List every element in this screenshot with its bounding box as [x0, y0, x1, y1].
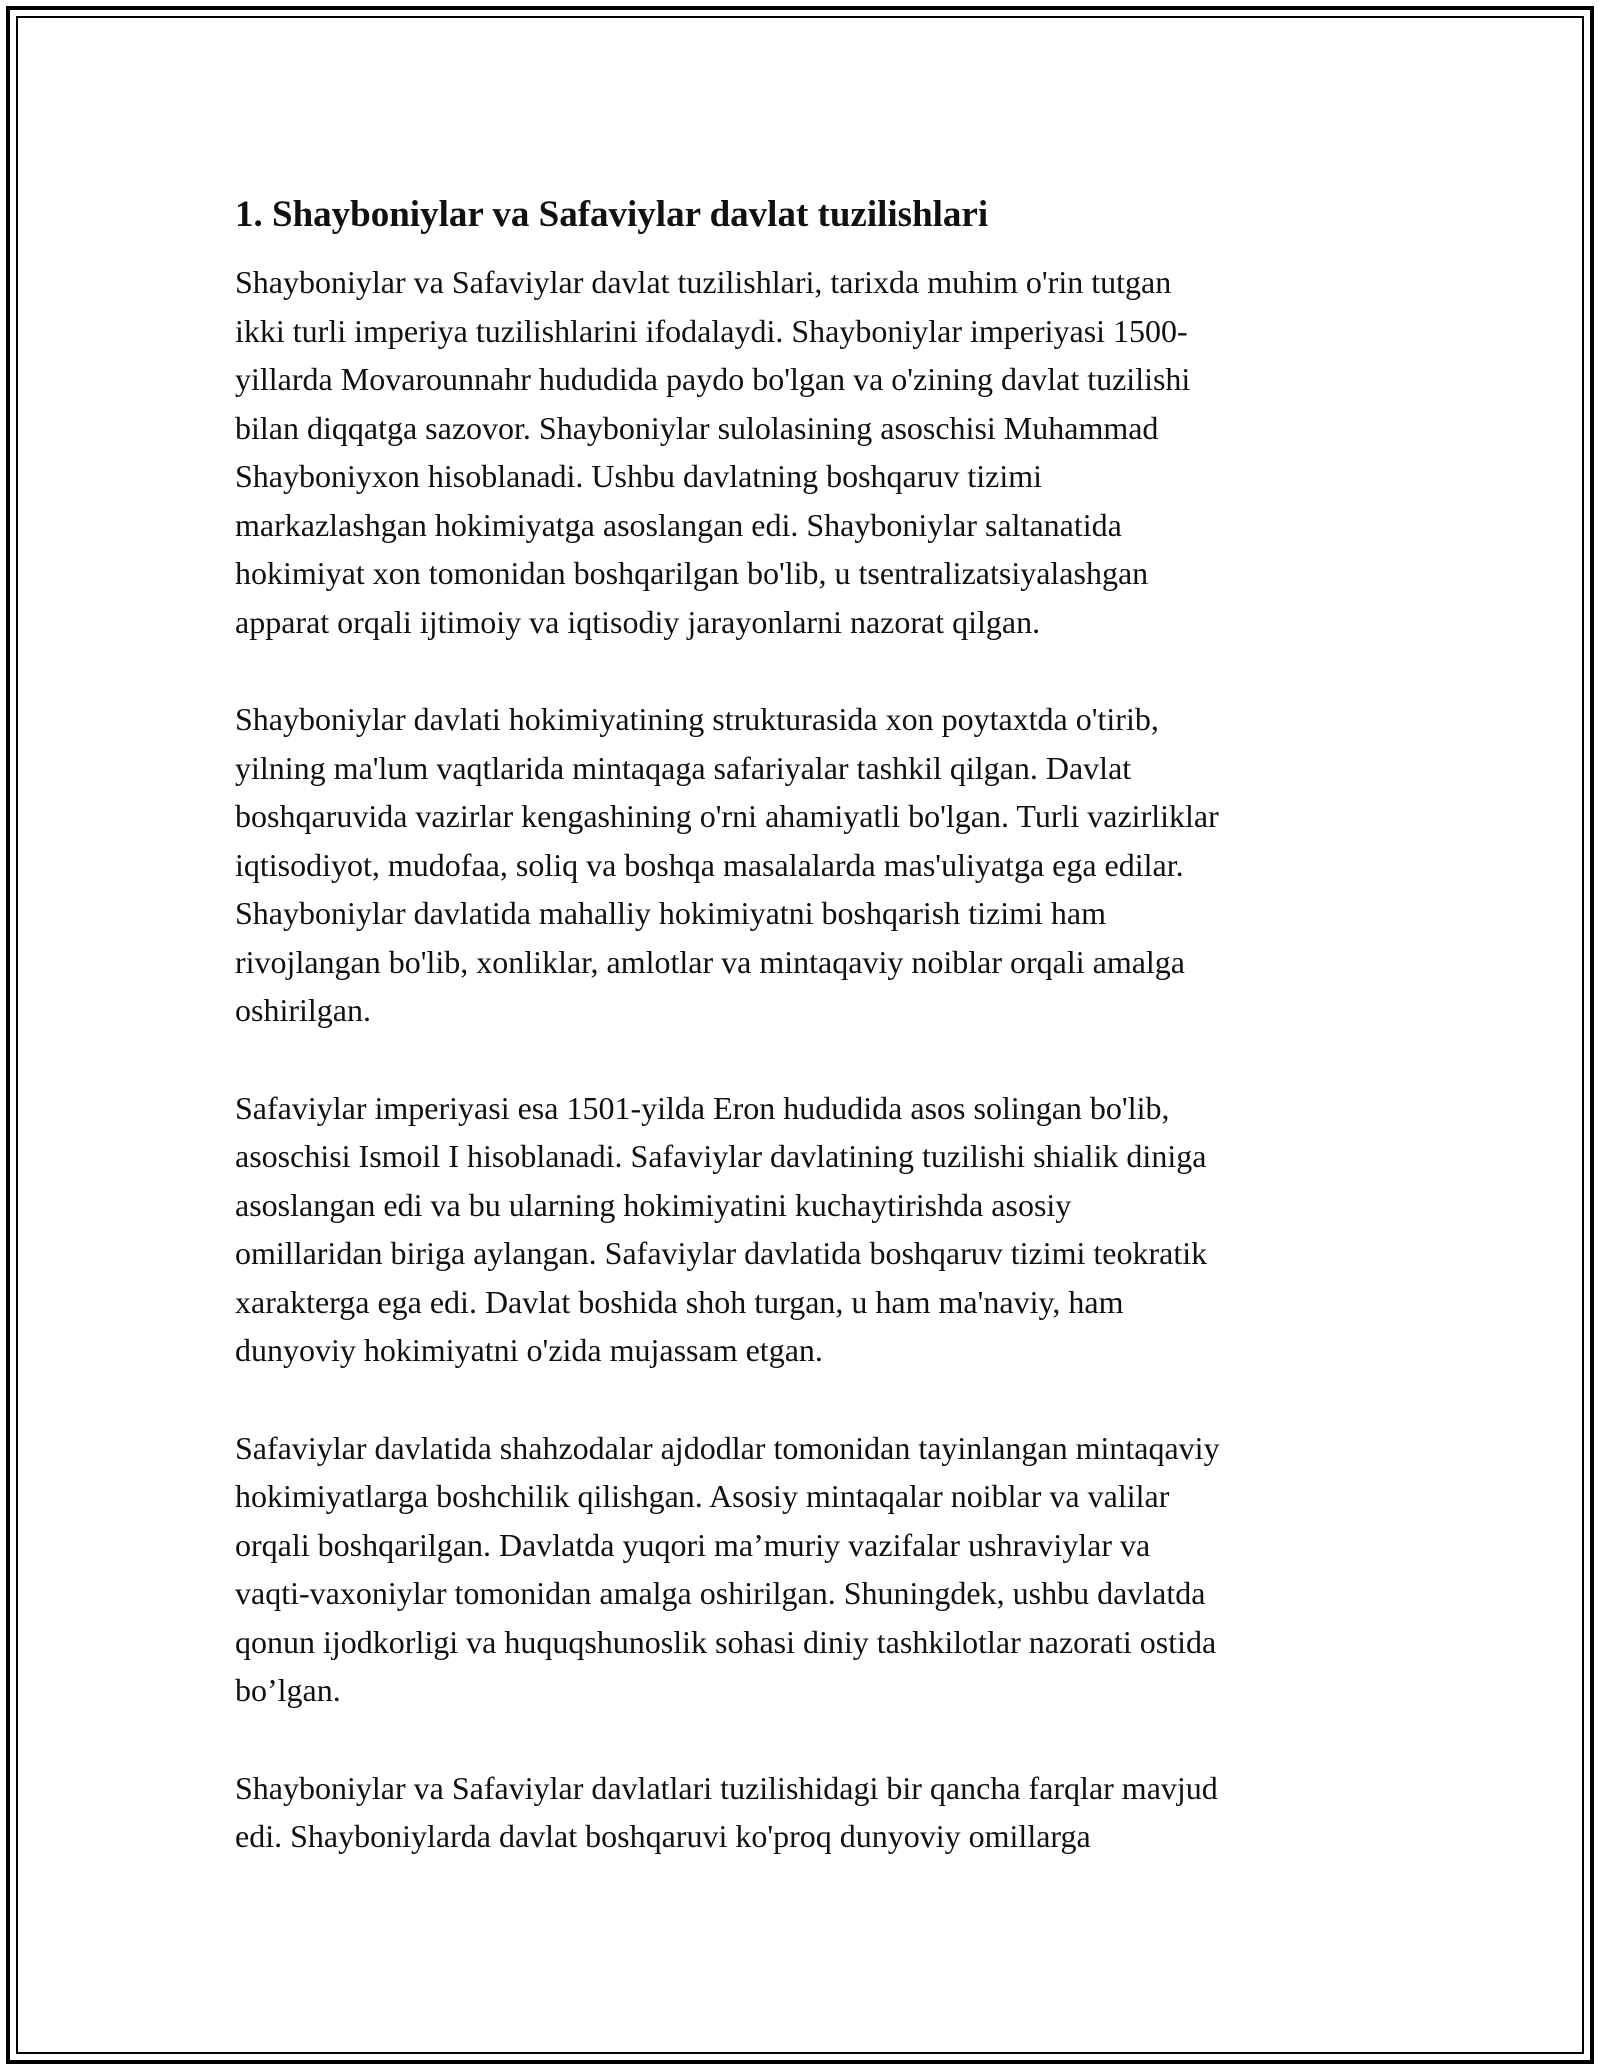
section-heading: 1. Shayboniylar va Safaviylar davlat tuzilishlari [235, 194, 989, 235]
paragraph-5: Shayboniylar va Safaviylar davlatlari tuzilishidagi bir qancha farqlar mavjud edi. Shayboniylarda davlat boshqaruvi ko'proq dunyoviy omillarga [235, 1769, 1218, 1854]
paragraph-1: Shayboniylar va Safaviylar davlat tuzilishlari, tarixda muhim o'rin tutgan ikki turli imperiya tuzilishlarini ifodalaydi. Shayboniylar imperiyasi 1500- yillarda Movarounnahr hududida paydo bo'lgan va o'zining davlat tuzilishi bilan diqqatga sazovor. Shayboniylar sulolasining asoschisi Muhammad Shayboniyxon hisoblanadi. Ushbu davlatning boshqaruv tizimi markazlashgan hokimiyatga asoslangan edi. Shayboniylar saltanatida hokimiyat xon tomonidan boshqarilgan bo'lib, u tsentralizatsiyalashgan apparat orqali ijtimoiy va iqtisodiy jarayonlarni nazorat qilgan. [235, 264, 1191, 640]
document-body [235, 190, 1375, 1910]
paragraph-3: Safaviylar imperiyasi esa 1501-yilda Eron hududida asos solingan bo'lib, asoschisi Ismoil I hisoblanadi. Safaviylar davlatining tuzilishi shialik diniga asoslangan edi va bu ularning hokimiyatini kuchaytirishda asosiy omillaridan biriga aylangan. Safaviylar davlatida boshqaruv tizimi teokratik xarakterga ega edi. Davlat boshida shoh turgan, u ham ma'naviy, ham dunyoviy hokimiyatni o'zida mujassam etgan. [235, 1089, 1208, 1368]
paragraph-2: Shayboniylar davlati hokimiyatining strukturasida xon poytaxtda o'tirib, yilning ma'lum vaqtlarida mintaqaga safariyalar tashkil qilgan. Davlat boshqaruvida vazirlar kengashining o'rni ahamiyatli bo'lgan. Turli vazirliklar iqtisodiyot, mudofaa, soliq va boshqa masalalarda mas'uliyatga ega edilar. Shayboniylar davlatida mahalliy hokimiyatni boshqarish tizimi ham rivojlangan bo'lib, xonliklar, amlotlar va mintaqaviy noiblar orqali amalga oshirilgan. [235, 701, 1219, 1028]
paragraph-4: Safaviylar davlatida shahzodalar ajdodlar tomonidan tayinlangan mintaqaviy hokimiyatlarga boshchilik qilishgan. Asosiy mintaqalar noiblar va valilar orqali boshqarilgan. Davlatda yuqori ma’muriy vazifalar ushraviylar va vaqti-vaxoniylar tomonidan amalga oshirilgan. Shuningdek, ushbu davlatda qonun ijodkorligi va huquqshunoslik sohasi diniy tashkilotlar nazorati ostida bo’lgan. [235, 1429, 1220, 1708]
